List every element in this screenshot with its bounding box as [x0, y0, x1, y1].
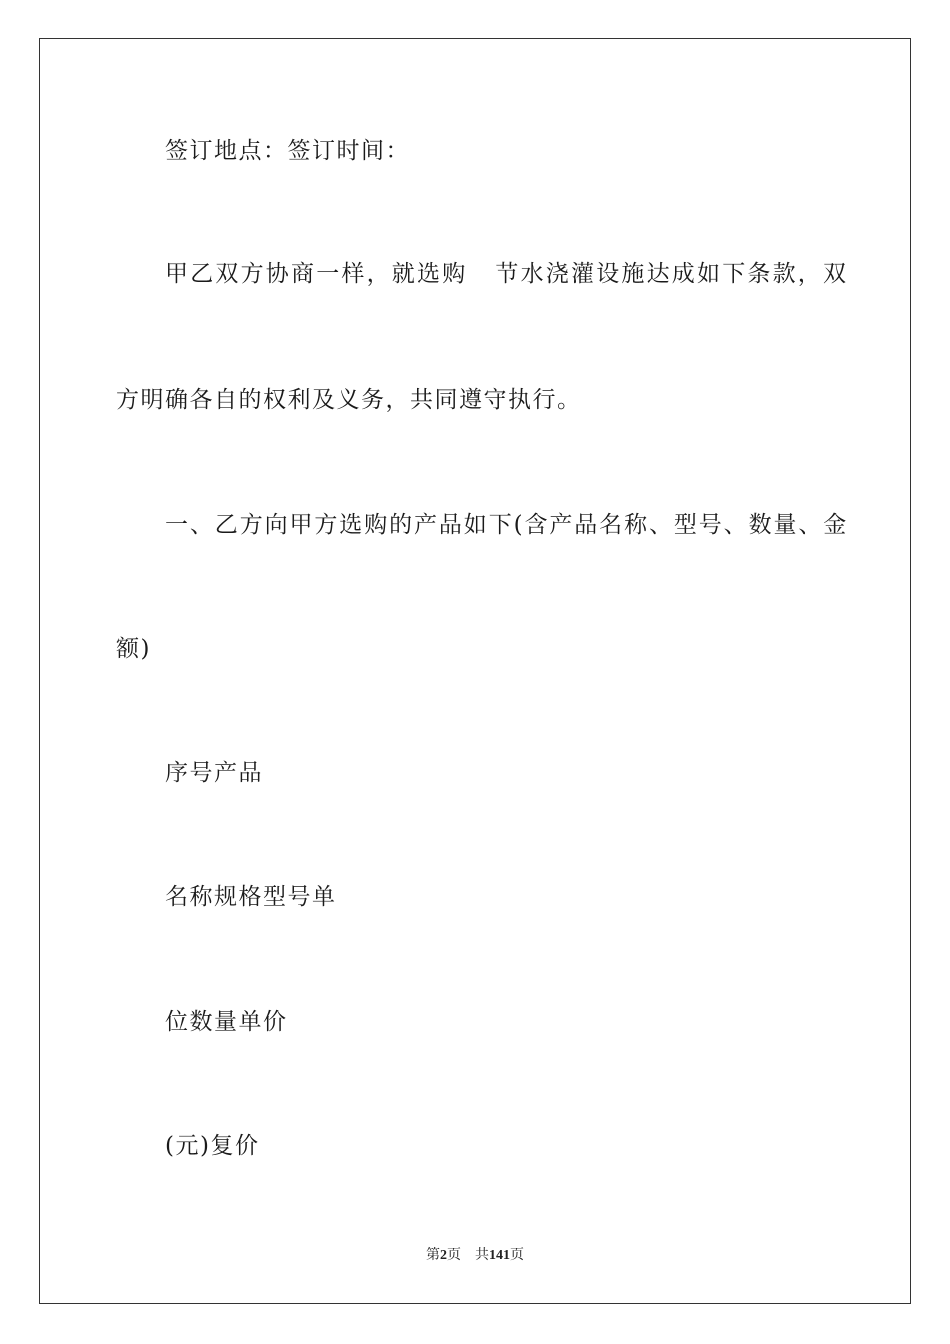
agreement-intro-part2: 节水浇灌设施达成如下条款，双: [495, 261, 849, 287]
agreement-intro-part1: 甲乙双方协商一样，就选购: [165, 261, 468, 287]
footer-page-number: 2: [440, 1248, 447, 1263]
footer-page-prefix: 第: [426, 1248, 440, 1263]
footer-total-pages: 141: [489, 1248, 510, 1263]
signing-place-time-line: 签订地点：签订时间：: [165, 138, 410, 164]
page-border: [39, 38, 911, 1304]
footer-total-suffix: 页: [510, 1248, 524, 1263]
agreement-intro-continuation: 方明确各自的权利及义务，共同遵守执行。: [116, 387, 582, 413]
footer-total-prefix: 共: [475, 1248, 489, 1263]
table-header-total-price: (元)复价: [165, 1133, 260, 1159]
clause-one-line: 一、乙方向甲方选购的产品如下(含产品名称、型号、数量、金: [165, 512, 849, 538]
table-header-serial-product: 序号产品: [165, 760, 263, 786]
table-header-qty-price: 位数量单价: [165, 1009, 288, 1035]
table-header-name-spec: 名称规格型号单: [165, 884, 337, 910]
footer-page-suffix: 页: [447, 1248, 461, 1263]
clause-one-continuation: 额): [116, 636, 151, 662]
agreement-intro-line: [165, 259, 848, 289]
page-footer: [0, 1246, 950, 1266]
